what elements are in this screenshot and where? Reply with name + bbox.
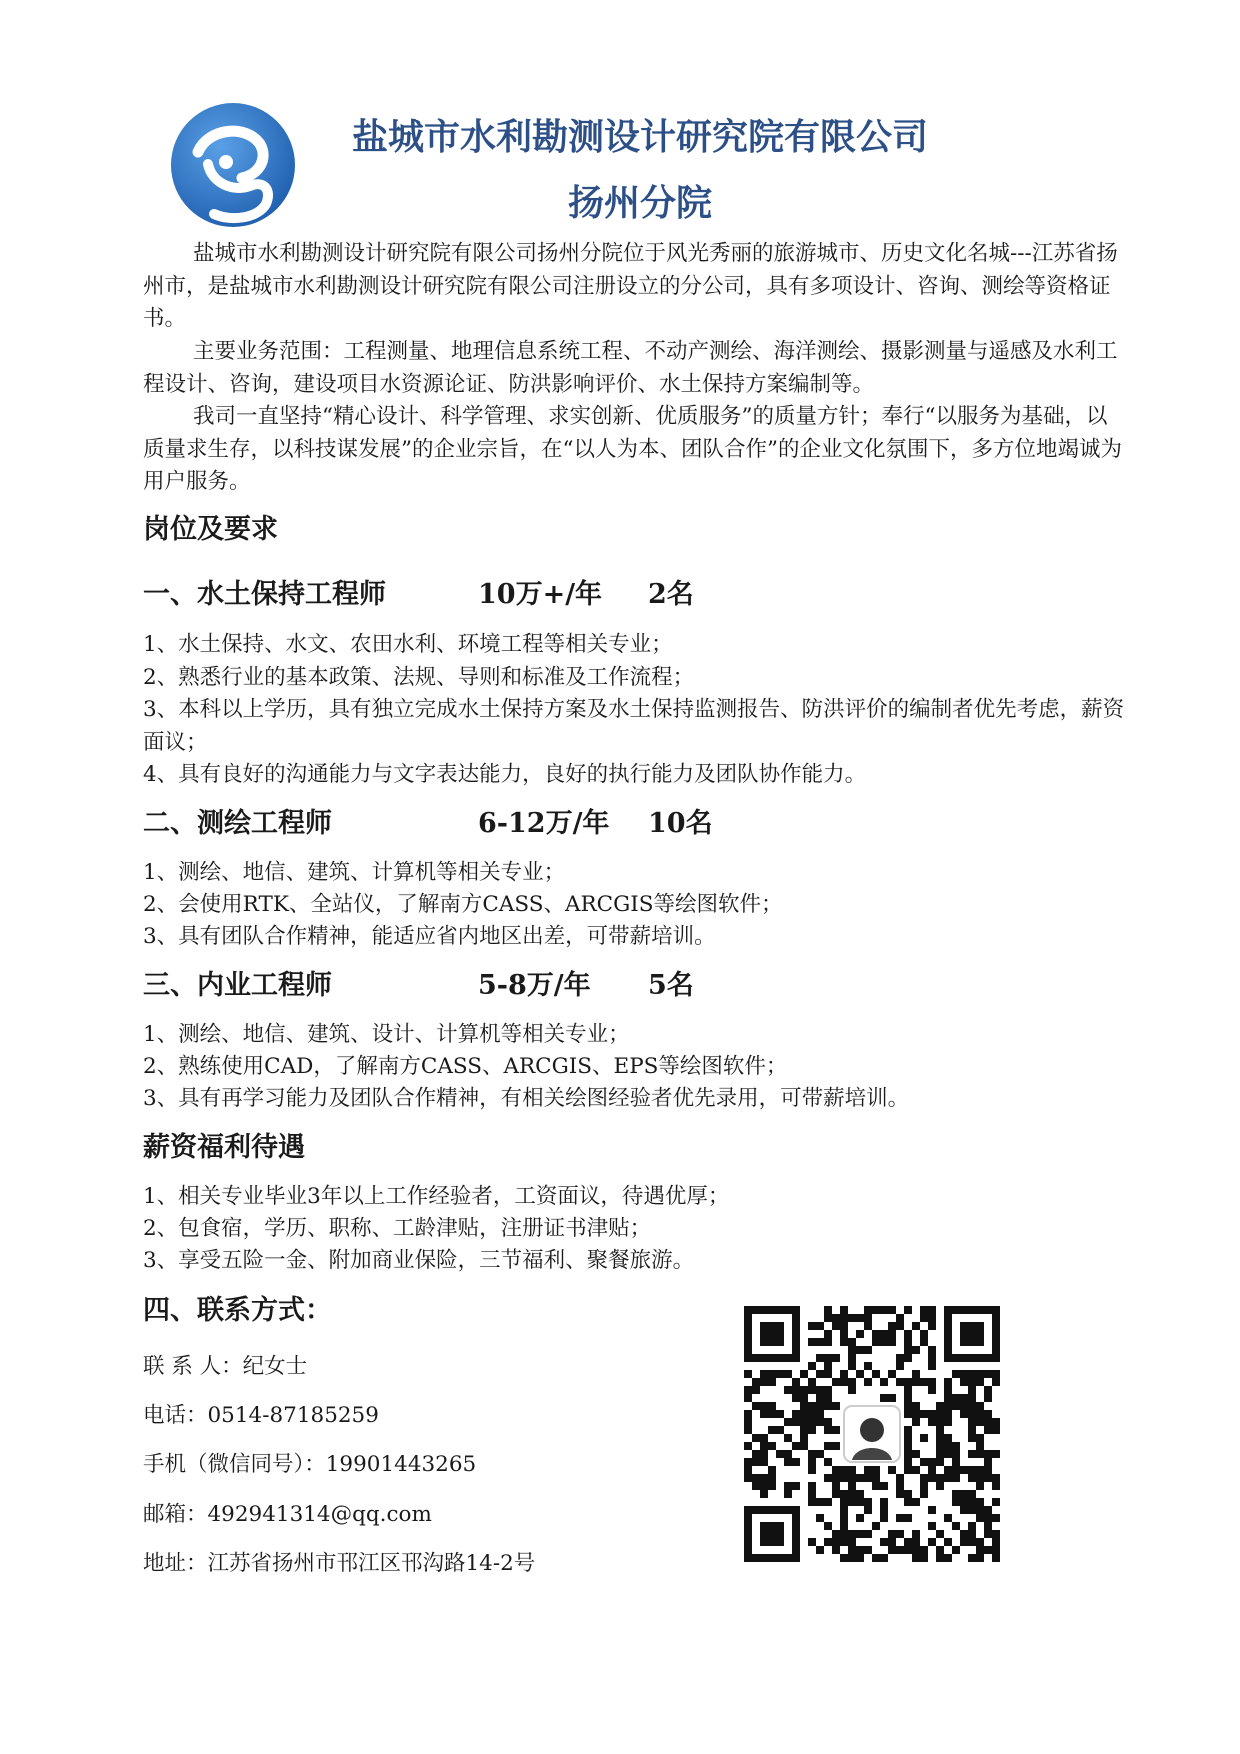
requirement-item: 1、测绘、地信、建筑、设计、计算机等相关专业；	[143, 1022, 630, 1047]
job-salary: 5-8万/年	[478, 970, 591, 1001]
contact-heading: 四、联系方式：	[143, 1295, 332, 1326]
job-header	[143, 576, 1123, 614]
intro-paragraph: 我司一直坚持“精心设计、科学管理、求实创新、优质服务”的质量方针；奉行“以服务为基础，以质量求生存，以科技谋发展”的企业宗旨，在“以人为本、团队合作”的企业文化氛围下，多方位地竭诚为用户服务。	[143, 404, 1122, 494]
contact-person: 联 系 人：纪女士	[143, 1354, 308, 1379]
contact-address: 地址：江苏省扬州市邗江区邗沟路14-2号	[143, 1551, 536, 1576]
job-header	[143, 805, 1123, 843]
job-count: 10名	[648, 808, 713, 839]
benefit-item: 1、相关专业毕业3年以上工作经验者，工资面议，待遇优厚；	[143, 1184, 730, 1209]
job-salary: 6-12万/年	[478, 808, 610, 839]
job-count: 2名	[648, 579, 694, 610]
contact-mobile: 手机（微信同号）：19901443265	[143, 1452, 477, 1477]
job-title: 二、测绘工程师	[143, 808, 332, 839]
requirement-item: 3、具有再学习能力及团队合作精神，有相关绘图经验者优先录用，可带薪培训。	[143, 1086, 910, 1111]
wechat-qr-code-icon	[744, 1306, 1000, 1562]
job-count: 5名	[648, 970, 694, 1001]
job-header	[143, 967, 1123, 1005]
intro-paragraph: 盐城市水利勘测设计研究院有限公司扬州分院位于风光秀丽的旅游城市、历史文化名城---江苏省扬州市，是盐城市水利勘测设计研究院有限公司注册设立的分公司，具有多项设计、咨询、测绘等资格证书。	[143, 241, 1118, 331]
benefit-item: 2、包食宿，学历、职称、工龄津贴，注册证书津贴；	[143, 1216, 652, 1241]
company-logo-icon	[168, 100, 298, 230]
job-salary: 10万+/年	[478, 579, 603, 610]
requirement-item: 1、测绘、地信、建筑、计算机等相关专业；	[143, 860, 566, 885]
job-title: 三、内业工程师	[143, 970, 332, 1001]
requirement-item: 3、具有团队合作精神，能适应省内地区出差，可带薪培训。	[143, 924, 716, 949]
benefits-heading: 薪资福利待遇	[143, 1132, 305, 1163]
branch-title: 扬州分院	[567, 183, 712, 224]
requirement-item: 4、具有良好的沟通能力与文字表达能力，良好的执行能力及团队协作能力。	[143, 762, 867, 787]
requirement-item: 2、熟悉行业的基本政策、法规、导则和标准及工作流程；	[143, 665, 695, 690]
contact-email: 邮箱：492941314@qq.com	[143, 1502, 432, 1527]
requirement-item: 2、会使用RTK、全站仪，了解南方CASS、ARCGIS等绘图软件；	[143, 892, 783, 917]
company-title: 盐城市水利勘测设计研究院有限公司	[351, 117, 928, 158]
requirement-item: 1、水土保持、水文、农田水利、环境工程等相关专业；	[143, 632, 673, 657]
intro-paragraph: 主要业务范围：工程测量、地理信息系统工程、不动产测绘、海洋测绘、摄影测量与遥感及水利工程设计、咨询，建设项目水资源论证、防洪影响评价、水土保持方案编制等。	[143, 339, 1118, 397]
requirement-item: 2、熟练使用CAD，了解南方CASS、ARCGIS、EPS等绘图软件；	[143, 1054, 788, 1079]
contact-phone: 电话：0514-87185259	[143, 1403, 379, 1428]
positions-heading: 岗位及要求	[143, 514, 278, 545]
job-title: 一、水土保持工程师	[143, 579, 386, 610]
requirement-item: 3、本科以上学历，具有独立完成水土保持方案及水土保持监测报告、防洪评价的编制者优先考虑，薪资面议；	[143, 697, 1125, 755]
benefit-item: 3、享受五险一金、附加商业保险，三节福利、聚餐旅游。	[143, 1248, 695, 1273]
